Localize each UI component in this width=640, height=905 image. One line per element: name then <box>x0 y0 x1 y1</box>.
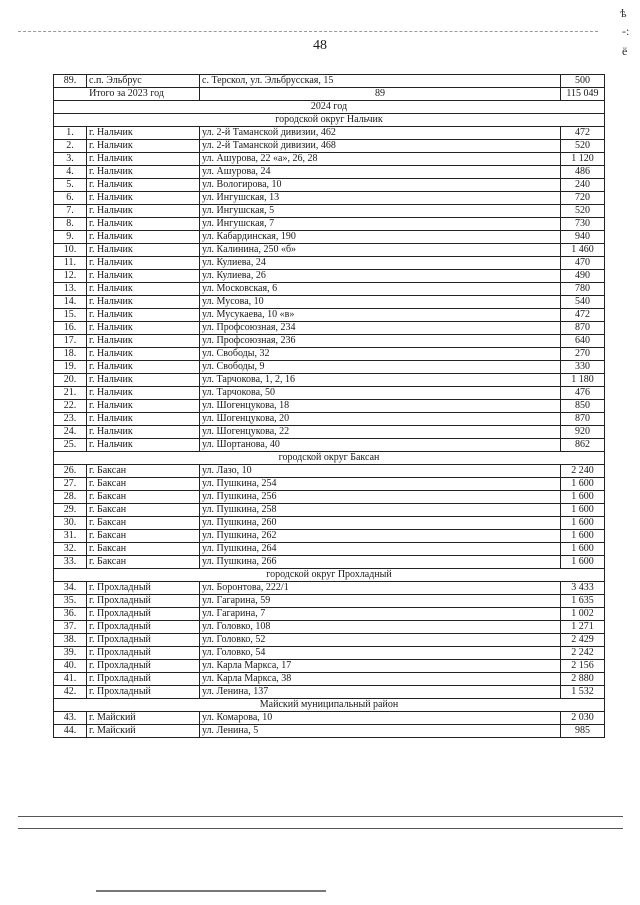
table-row <box>54 400 605 413</box>
row-number: 37. <box>54 621 87 634</box>
table-row <box>54 413 605 426</box>
row-city: г. Прохладный <box>87 686 200 699</box>
table-row <box>54 634 605 647</box>
row-city: г. Нальчик <box>87 413 200 426</box>
table-row <box>54 530 605 543</box>
table-row <box>54 257 605 270</box>
row-city: г. Нальчик <box>87 400 200 413</box>
row-amount: 3 433 <box>561 582 605 595</box>
row-city: г. Нальчик <box>87 127 200 140</box>
row-city: г. Баксан <box>87 504 200 517</box>
row-address: ул. Кулиева, 24 <box>200 257 561 270</box>
row-number: 20. <box>54 374 87 387</box>
row-amount: 720 <box>561 192 605 205</box>
row-amount: 1 600 <box>561 517 605 530</box>
row-city: г. Нальчик <box>87 192 200 205</box>
row-amount: 2 880 <box>561 673 605 686</box>
row-address: ул. Шортанова, 40 <box>200 439 561 452</box>
row-amount: 850 <box>561 400 605 413</box>
row-number: 13. <box>54 283 87 296</box>
row-number: 8. <box>54 218 87 231</box>
row-address: ул. Мусова, 10 <box>200 296 561 309</box>
row-address: ул. Пушкина, 254 <box>200 478 561 491</box>
row-amount: 1 635 <box>561 595 605 608</box>
row-number: 39. <box>54 647 87 660</box>
row-amount: 1 600 <box>561 530 605 543</box>
row-address: ул. Ашурова, 22 «а», 26, 28 <box>200 153 561 166</box>
total-label: Итого за 2023 год <box>54 88 200 101</box>
table-row <box>54 478 605 491</box>
row-city: г. Прохладный <box>87 595 200 608</box>
row-city: г. Нальчик <box>87 322 200 335</box>
table-row <box>54 153 605 166</box>
section-heading: городской округ Прохладный <box>54 569 605 582</box>
row-address: ул. Профсоюзная, 234 <box>200 322 561 335</box>
row-amount: 2 156 <box>561 660 605 673</box>
row-number: 41. <box>54 673 87 686</box>
table-row <box>54 205 605 218</box>
row-address: ул. Пушкина, 262 <box>200 530 561 543</box>
row-city: г. Баксан <box>87 517 200 530</box>
row-amount: 2 240 <box>561 465 605 478</box>
table-row <box>54 374 605 387</box>
row-address: ул. Кулиева, 26 <box>200 270 561 283</box>
row-number: 27. <box>54 478 87 491</box>
row-city: г. Прохладный <box>87 582 200 595</box>
table-row <box>54 491 605 504</box>
table-row <box>54 608 605 621</box>
total-count: 89 <box>200 88 561 101</box>
row-address: ул. Свободы, 9 <box>200 361 561 374</box>
row-amount: 730 <box>561 218 605 231</box>
row-city: г. Нальчик <box>87 335 200 348</box>
row-city: г. Прохладный <box>87 608 200 621</box>
row-city: г. Нальчик <box>87 231 200 244</box>
row-address: ул. Тарчокова, 1, 2, 16 <box>200 374 561 387</box>
row-number: 36. <box>54 608 87 621</box>
row-number: 24. <box>54 426 87 439</box>
table-row <box>54 322 605 335</box>
row-amount: 1 271 <box>561 621 605 634</box>
row-address: ул. Головко, 54 <box>200 647 561 660</box>
table-row <box>54 595 605 608</box>
total-amount: 115 049 <box>561 88 605 101</box>
row-amount: 640 <box>561 335 605 348</box>
row-city: г. Нальчик <box>87 374 200 387</box>
row-amount: 500 <box>561 75 605 88</box>
address-table-body <box>54 75 605 738</box>
row-number: 4. <box>54 166 87 179</box>
section-row <box>54 452 605 465</box>
row-number: 29. <box>54 504 87 517</box>
row-amount: 1 180 <box>561 374 605 387</box>
row-city: г. Нальчик <box>87 205 200 218</box>
row-address: ул. Ашурова, 24 <box>200 166 561 179</box>
row-number: 10. <box>54 244 87 257</box>
section-heading: городской округ Нальчик <box>54 114 605 127</box>
row-amount: 520 <box>561 205 605 218</box>
row-address: ул. 2-й Таманской дивизии, 468 <box>200 140 561 153</box>
row-number: 23. <box>54 413 87 426</box>
table-row <box>54 725 605 738</box>
row-number: 40. <box>54 660 87 673</box>
row-number: 38. <box>54 634 87 647</box>
table-row <box>54 543 605 556</box>
row-address: ул. Карла Маркса, 17 <box>200 660 561 673</box>
row-amount: 1 600 <box>561 556 605 569</box>
row-address: ул. Ленина, 5 <box>200 725 561 738</box>
table-row <box>54 387 605 400</box>
row-address: ул. Тарчокова, 50 <box>200 387 561 400</box>
row-address: ул. Ингушская, 13 <box>200 192 561 205</box>
section-row <box>54 699 605 712</box>
row-amount: 540 <box>561 296 605 309</box>
row-amount: 472 <box>561 309 605 322</box>
table-row <box>54 504 605 517</box>
corner-mark: ѣ <box>620 6 627 20</box>
table-row <box>54 75 605 88</box>
row-amount: 486 <box>561 166 605 179</box>
row-amount: 870 <box>561 413 605 426</box>
table-row <box>54 621 605 634</box>
table-row <box>54 296 605 309</box>
row-amount: 490 <box>561 270 605 283</box>
row-city: г. Нальчик <box>87 270 200 283</box>
row-address: ул. Карла Маркса, 38 <box>200 673 561 686</box>
row-number: 19. <box>54 361 87 374</box>
row-address: ул. Московская, 6 <box>200 283 561 296</box>
row-amount: 920 <box>561 426 605 439</box>
row-number: 42. <box>54 686 87 699</box>
row-number: 34. <box>54 582 87 595</box>
row-city: г. Нальчик <box>87 166 200 179</box>
row-number: 28. <box>54 491 87 504</box>
corner-mark: -: <box>622 24 630 38</box>
row-city: г. Нальчик <box>87 348 200 361</box>
row-city: г. Нальчик <box>87 153 200 166</box>
table-row <box>54 218 605 231</box>
row-number: 6. <box>54 192 87 205</box>
row-amount: 1 600 <box>561 491 605 504</box>
row-amount: 1 460 <box>561 244 605 257</box>
table-row <box>54 556 605 569</box>
table-row <box>54 335 605 348</box>
table-row <box>54 140 605 153</box>
row-address: ул. 2-й Таманской дивизии, 462 <box>200 127 561 140</box>
row-address: ул. Калинина, 250 «б» <box>200 244 561 257</box>
row-address: ул. Шогенцукова, 18 <box>200 400 561 413</box>
table-row <box>54 517 605 530</box>
row-city: г. Нальчик <box>87 257 200 270</box>
row-number: 12. <box>54 270 87 283</box>
row-number: 30. <box>54 517 87 530</box>
row-address: ул. Ленина, 137 <box>200 686 561 699</box>
row-amount: 862 <box>561 439 605 452</box>
row-address: ул. Головко, 108 <box>200 621 561 634</box>
corner-mark: ё <box>622 44 628 58</box>
row-amount: 2 030 <box>561 712 605 725</box>
row-number: 33. <box>54 556 87 569</box>
row-city: г. Нальчик <box>87 283 200 296</box>
table-row <box>54 348 605 361</box>
row-number: 7. <box>54 205 87 218</box>
row-address: ул. Свободы, 32 <box>200 348 561 361</box>
row-address: ул. Пушкина, 258 <box>200 504 561 517</box>
row-city: г. Нальчик <box>87 387 200 400</box>
row-number: 22. <box>54 400 87 413</box>
footer-line <box>18 828 623 829</box>
row-city: г. Баксан <box>87 556 200 569</box>
row-city: г. Прохладный <box>87 673 200 686</box>
row-amount: 985 <box>561 725 605 738</box>
row-number: 18. <box>54 348 87 361</box>
row-amount: 476 <box>561 387 605 400</box>
row-amount: 2 242 <box>561 647 605 660</box>
row-city: г. Нальчик <box>87 140 200 153</box>
row-number: 2. <box>54 140 87 153</box>
row-number: 35. <box>54 595 87 608</box>
row-amount: 870 <box>561 322 605 335</box>
row-amount: 470 <box>561 257 605 270</box>
table-row <box>54 439 605 452</box>
table-row <box>54 582 605 595</box>
row-address: ул. Мусукаева, 10 «в» <box>200 309 561 322</box>
row-city: г. Прохладный <box>87 621 200 634</box>
row-address: ул. Боронтова, 222/1 <box>200 582 561 595</box>
table-row <box>54 244 605 257</box>
table-row <box>54 712 605 725</box>
row-city: г. Нальчик <box>87 309 200 322</box>
footer-line <box>18 816 623 817</box>
table-row <box>54 660 605 673</box>
row-city: г. Баксан <box>87 465 200 478</box>
row-city: г. Нальчик <box>87 361 200 374</box>
row-address: ул. Профсоюзная, 236 <box>200 335 561 348</box>
row-city: г. Баксан <box>87 491 200 504</box>
table-row <box>54 270 605 283</box>
row-address: ул. Кабардинская, 190 <box>200 231 561 244</box>
year-row <box>54 101 605 114</box>
row-address: ул. Пушкина, 260 <box>200 517 561 530</box>
row-address: ул. Вологирова, 10 <box>200 179 561 192</box>
row-amount: 1 002 <box>561 608 605 621</box>
row-city: г. Баксан <box>87 478 200 491</box>
row-address: ул. Пушкина, 256 <box>200 491 561 504</box>
row-amount: 1 600 <box>561 478 605 491</box>
row-address: ул. Шогенцукова, 22 <box>200 426 561 439</box>
section-row <box>54 114 605 127</box>
row-amount: 330 <box>561 361 605 374</box>
row-number: 31. <box>54 530 87 543</box>
row-number: 15. <box>54 309 87 322</box>
section-heading: городской округ Баксан <box>54 452 605 465</box>
row-number: 9. <box>54 231 87 244</box>
row-city: г. Нальчик <box>87 179 200 192</box>
row-city: г. Нальчик <box>87 426 200 439</box>
row-address: ул. Ингушская, 7 <box>200 218 561 231</box>
row-number: 5. <box>54 179 87 192</box>
table-row <box>54 192 605 205</box>
row-city: г. Нальчик <box>87 244 200 257</box>
row-city: г. Нальчик <box>87 439 200 452</box>
row-address: с. Терскол, ул. Эльбрусская, 15 <box>200 75 561 88</box>
row-number: 89. <box>54 75 87 88</box>
row-amount: 1 532 <box>561 686 605 699</box>
row-amount: 780 <box>561 283 605 296</box>
row-number: 26. <box>54 465 87 478</box>
page-number: 48 <box>313 38 327 53</box>
row-number: 16. <box>54 322 87 335</box>
row-city: г. Нальчик <box>87 296 200 309</box>
row-amount: 520 <box>561 140 605 153</box>
table-row <box>54 647 605 660</box>
row-address: ул. Пушкина, 264 <box>200 543 561 556</box>
row-city: г. Баксан <box>87 530 200 543</box>
row-amount: 270 <box>561 348 605 361</box>
row-number: 11. <box>54 257 87 270</box>
table-row <box>54 686 605 699</box>
row-number: 32. <box>54 543 87 556</box>
table-row <box>54 283 605 296</box>
row-city: с.п. Эльбрус <box>87 75 200 88</box>
row-number: 44. <box>54 725 87 738</box>
row-amount: 1 600 <box>561 543 605 556</box>
row-address: ул. Гагарина, 7 <box>200 608 561 621</box>
year-heading: 2024 год <box>54 101 605 114</box>
section-row <box>54 569 605 582</box>
row-amount: 1 600 <box>561 504 605 517</box>
row-amount: 1 120 <box>561 153 605 166</box>
section-heading: Майский муниципальный район <box>54 699 605 712</box>
row-address: ул. Головко, 52 <box>200 634 561 647</box>
row-number: 3. <box>54 153 87 166</box>
row-city: г. Прохладный <box>87 647 200 660</box>
row-number: 1. <box>54 127 87 140</box>
row-amount: 240 <box>561 179 605 192</box>
row-amount: 940 <box>561 231 605 244</box>
total-row <box>54 88 605 101</box>
row-city: г. Майский <box>87 712 200 725</box>
row-city: г. Прохладный <box>87 634 200 647</box>
table-row <box>54 309 605 322</box>
row-address: ул. Гагарина, 59 <box>200 595 561 608</box>
row-amount: 2 429 <box>561 634 605 647</box>
row-address: ул. Комарова, 10 <box>200 712 561 725</box>
address-table <box>53 74 605 738</box>
table-row <box>54 231 605 244</box>
table-row <box>54 166 605 179</box>
row-address: ул. Пушкина, 266 <box>200 556 561 569</box>
row-city: г. Нальчик <box>87 218 200 231</box>
row-city: г. Майский <box>87 725 200 738</box>
table-row <box>54 361 605 374</box>
row-number: 25. <box>54 439 87 452</box>
header-dashed-line <box>18 31 598 32</box>
row-city: г. Баксан <box>87 543 200 556</box>
row-number: 43. <box>54 712 87 725</box>
row-city: г. Прохладный <box>87 660 200 673</box>
table-row <box>54 426 605 439</box>
table-row <box>54 179 605 192</box>
row-address: ул. Лазо, 10 <box>200 465 561 478</box>
row-number: 21. <box>54 387 87 400</box>
table-row <box>54 673 605 686</box>
scan-artifact <box>96 890 326 900</box>
table-row <box>54 127 605 140</box>
row-number: 17. <box>54 335 87 348</box>
row-amount: 472 <box>561 127 605 140</box>
row-address: ул. Шогенцукова, 20 <box>200 413 561 426</box>
row-number: 14. <box>54 296 87 309</box>
row-address: ул. Ингушская, 5 <box>200 205 561 218</box>
table-row <box>54 465 605 478</box>
